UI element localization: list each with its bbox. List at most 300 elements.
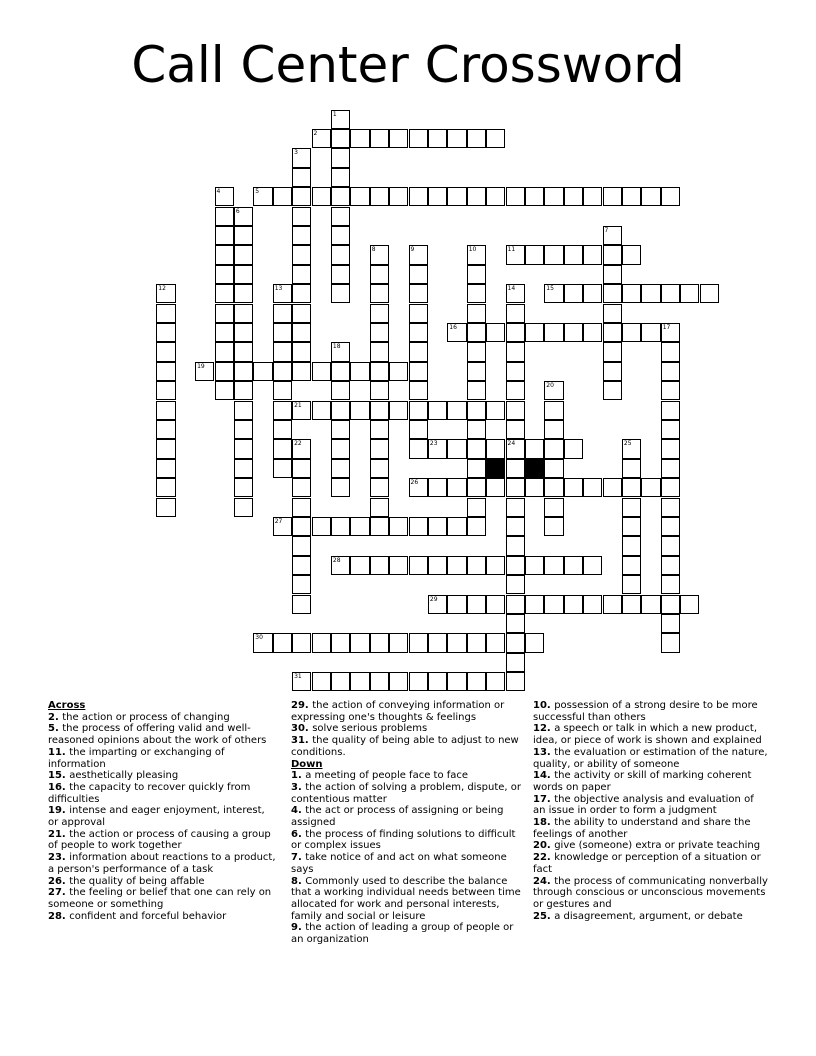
grid-cell[interactable] [506, 323, 525, 342]
grid-cell[interactable] [389, 187, 408, 206]
grid-cell[interactable] [428, 595, 447, 614]
grid-cell[interactable] [544, 245, 563, 264]
grid-cell[interactable] [506, 187, 525, 206]
grid-cell[interactable] [506, 284, 525, 303]
grid-cell[interactable] [467, 459, 486, 478]
grid-cell[interactable] [234, 459, 253, 478]
grid-cell[interactable] [292, 207, 311, 226]
grid-cell[interactable] [622, 439, 641, 458]
grid-cell[interactable] [156, 381, 175, 400]
grid-cell[interactable] [292, 633, 311, 652]
grid-cell[interactable] [370, 284, 389, 303]
grid-cell[interactable] [389, 401, 408, 420]
grid-cell[interactable] [331, 187, 350, 206]
grid-cell[interactable] [331, 148, 350, 167]
grid-cell[interactable] [409, 342, 428, 361]
grid-cell[interactable] [447, 595, 466, 614]
grid-cell[interactable] [331, 284, 350, 303]
grid-cell[interactable] [215, 304, 234, 323]
grid-cell[interactable] [409, 284, 428, 303]
grid-cell[interactable] [370, 498, 389, 517]
grid-cell[interactable] [350, 672, 369, 691]
grid-cell[interactable] [215, 381, 234, 400]
grid-cell[interactable] [370, 672, 389, 691]
grid-cell[interactable] [661, 187, 680, 206]
grid-cell[interactable] [506, 342, 525, 361]
grid-cell[interactable] [292, 168, 311, 187]
grid-cell[interactable] [603, 323, 622, 342]
grid-cell[interactable] [506, 420, 525, 439]
grid-cell[interactable] [506, 575, 525, 594]
grid-cell[interactable] [156, 342, 175, 361]
grid-cell[interactable] [467, 478, 486, 497]
grid-cell[interactable] [292, 284, 311, 303]
grid-cell[interactable] [234, 381, 253, 400]
grid-cell[interactable] [234, 498, 253, 517]
grid-cell[interactable] [506, 245, 525, 264]
grid-cell[interactable] [603, 595, 622, 614]
grid-cell[interactable] [564, 245, 583, 264]
grid-cell[interactable] [156, 323, 175, 342]
grid-cell[interactable] [603, 265, 622, 284]
grid-cell[interactable] [312, 129, 331, 148]
grid-cell[interactable] [312, 672, 331, 691]
grid-cell[interactable] [544, 284, 563, 303]
grid-cell[interactable] [603, 245, 622, 264]
grid-cell[interactable] [428, 187, 447, 206]
grid-cell[interactable] [409, 633, 428, 652]
grid-cell[interactable] [428, 517, 447, 536]
grid-cell[interactable] [234, 478, 253, 497]
grid-cell[interactable] [467, 633, 486, 652]
grid-cell[interactable] [312, 401, 331, 420]
grid-cell[interactable] [273, 381, 292, 400]
grid-cell[interactable] [234, 265, 253, 284]
grid-cell[interactable] [506, 595, 525, 614]
grid-cell[interactable] [292, 148, 311, 167]
grid-cell[interactable] [506, 478, 525, 497]
grid-cell[interactable] [544, 478, 563, 497]
grid-cell[interactable] [331, 110, 350, 129]
grid-cell[interactable] [603, 284, 622, 303]
grid-cell[interactable] [292, 362, 311, 381]
grid-cell[interactable] [331, 168, 350, 187]
grid-cell[interactable] [428, 478, 447, 497]
grid-cell[interactable] [370, 401, 389, 420]
grid-cell[interactable] [409, 381, 428, 400]
grid-cell[interactable] [506, 401, 525, 420]
grid-cell[interactable] [292, 517, 311, 536]
grid-cell[interactable] [447, 517, 466, 536]
grid-cell[interactable] [583, 556, 602, 575]
grid-cell[interactable] [506, 439, 525, 458]
grid-cell[interactable] [370, 362, 389, 381]
grid-cell[interactable] [583, 595, 602, 614]
grid-cell[interactable] [331, 226, 350, 245]
grid-cell[interactable] [215, 265, 234, 284]
grid-cell[interactable] [544, 595, 563, 614]
grid-cell[interactable] [603, 362, 622, 381]
grid-cell[interactable] [331, 129, 350, 148]
grid-cell[interactable] [544, 323, 563, 342]
grid-cell[interactable] [467, 342, 486, 361]
grid-cell[interactable] [564, 556, 583, 575]
grid-cell[interactable] [467, 595, 486, 614]
grid-cell[interactable] [486, 401, 505, 420]
grid-cell[interactable] [544, 556, 563, 575]
grid-cell[interactable] [389, 517, 408, 536]
grid-cell[interactable] [622, 284, 641, 303]
grid-cell[interactable] [350, 187, 369, 206]
grid-cell[interactable] [564, 284, 583, 303]
grid-cell[interactable] [447, 187, 466, 206]
grid-cell[interactable] [447, 672, 466, 691]
grid-cell[interactable] [506, 556, 525, 575]
grid-cell[interactable] [525, 439, 544, 458]
grid-cell[interactable] [603, 187, 622, 206]
grid-cell[interactable] [661, 420, 680, 439]
grid-cell[interactable] [506, 614, 525, 633]
grid-cell[interactable] [292, 323, 311, 342]
grid-cell[interactable] [253, 633, 272, 652]
grid-cell[interactable] [370, 245, 389, 264]
grid-cell[interactable] [525, 245, 544, 264]
grid-cell[interactable] [564, 439, 583, 458]
grid-cell[interactable] [583, 478, 602, 497]
grid-cell[interactable] [506, 381, 525, 400]
grid-cell[interactable] [428, 556, 447, 575]
grid-cell[interactable] [661, 478, 680, 497]
grid-cell[interactable] [506, 362, 525, 381]
grid-cell[interactable] [370, 478, 389, 497]
grid-cell[interactable] [467, 245, 486, 264]
grid-cell[interactable] [195, 362, 214, 381]
grid-cell[interactable] [253, 362, 272, 381]
grid-cell[interactable] [467, 401, 486, 420]
grid-cell[interactable] [273, 633, 292, 652]
grid-cell[interactable] [331, 401, 350, 420]
grid-cell[interactable] [544, 498, 563, 517]
grid-cell[interactable] [661, 284, 680, 303]
grid-cell[interactable] [467, 284, 486, 303]
grid-cell[interactable] [467, 129, 486, 148]
grid-cell[interactable] [292, 536, 311, 555]
grid-cell[interactable] [370, 633, 389, 652]
grid-cell[interactable] [292, 478, 311, 497]
grid-cell[interactable] [583, 323, 602, 342]
grid-cell[interactable] [409, 401, 428, 420]
grid-cell[interactable] [467, 517, 486, 536]
grid-cell[interactable] [661, 517, 680, 536]
grid-cell[interactable] [292, 226, 311, 245]
grid-cell[interactable] [467, 187, 486, 206]
grid-cell[interactable] [331, 556, 350, 575]
grid-cell[interactable] [350, 556, 369, 575]
grid-cell[interactable] [409, 478, 428, 497]
grid-cell[interactable] [603, 381, 622, 400]
grid-cell[interactable] [350, 401, 369, 420]
grid-cell[interactable] [215, 284, 234, 303]
grid-cell[interactable] [661, 595, 680, 614]
grid-cell[interactable] [583, 187, 602, 206]
grid-cell[interactable] [680, 595, 699, 614]
grid-cell[interactable] [234, 304, 253, 323]
grid-cell[interactable] [234, 226, 253, 245]
grid-cell[interactable] [467, 498, 486, 517]
grid-cell[interactable] [603, 342, 622, 361]
grid-cell[interactable] [564, 187, 583, 206]
grid-cell[interactable] [447, 323, 466, 342]
grid-cell[interactable] [370, 459, 389, 478]
grid-cell[interactable] [409, 672, 428, 691]
grid-cell[interactable] [467, 304, 486, 323]
grid-cell[interactable] [506, 672, 525, 691]
grid-cell[interactable] [273, 459, 292, 478]
grid-cell[interactable] [525, 478, 544, 497]
grid-cell[interactable] [506, 304, 525, 323]
grid-cell[interactable] [215, 323, 234, 342]
grid-cell[interactable] [622, 575, 641, 594]
grid-cell[interactable] [156, 420, 175, 439]
grid-cell[interactable] [661, 401, 680, 420]
grid-cell[interactable] [215, 187, 234, 206]
grid-cell[interactable] [486, 595, 505, 614]
grid-cell[interactable] [331, 517, 350, 536]
grid-cell[interactable] [661, 459, 680, 478]
grid-cell[interactable] [370, 304, 389, 323]
grid-cell[interactable] [273, 362, 292, 381]
grid-cell[interactable] [215, 207, 234, 226]
grid-cell[interactable] [234, 401, 253, 420]
grid-cell[interactable] [409, 362, 428, 381]
grid-cell[interactable] [273, 517, 292, 536]
grid-cell[interactable] [641, 187, 660, 206]
grid-cell[interactable] [544, 439, 563, 458]
grid-cell[interactable] [292, 459, 311, 478]
grid-cell[interactable] [234, 362, 253, 381]
grid-cell[interactable] [389, 633, 408, 652]
grid-cell[interactable] [603, 478, 622, 497]
grid-cell[interactable] [370, 517, 389, 536]
grid-cell[interactable] [292, 595, 311, 614]
grid-cell[interactable] [389, 129, 408, 148]
grid-cell[interactable] [215, 226, 234, 245]
grid-cell[interactable] [273, 284, 292, 303]
grid-cell[interactable] [506, 498, 525, 517]
grid-cell[interactable] [370, 439, 389, 458]
grid-cell[interactable] [370, 323, 389, 342]
grid-cell[interactable] [447, 478, 466, 497]
grid-cell[interactable] [156, 304, 175, 323]
grid-cell[interactable] [331, 459, 350, 478]
grid-cell[interactable] [292, 672, 311, 691]
grid-cell[interactable] [215, 245, 234, 264]
grid-cell[interactable] [234, 245, 253, 264]
grid-cell[interactable] [428, 401, 447, 420]
grid-cell[interactable] [506, 517, 525, 536]
grid-cell[interactable] [525, 633, 544, 652]
grid-cell[interactable] [370, 381, 389, 400]
grid-cell[interactable] [544, 420, 563, 439]
grid-cell[interactable] [215, 342, 234, 361]
grid-cell[interactable] [486, 439, 505, 458]
grid-cell[interactable] [525, 595, 544, 614]
grid-cell[interactable] [622, 517, 641, 536]
grid-cell[interactable] [622, 459, 641, 478]
grid-cell[interactable] [234, 284, 253, 303]
grid-cell[interactable] [661, 575, 680, 594]
grid-cell[interactable] [292, 265, 311, 284]
grid-cell[interactable] [350, 362, 369, 381]
grid-cell[interactable] [486, 672, 505, 691]
grid-cell[interactable] [622, 478, 641, 497]
grid-cell[interactable] [622, 498, 641, 517]
grid-cell[interactable] [234, 207, 253, 226]
grid-cell[interactable] [350, 633, 369, 652]
grid-cell[interactable] [292, 401, 311, 420]
grid-cell[interactable] [370, 129, 389, 148]
grid-cell[interactable] [331, 439, 350, 458]
grid-cell[interactable] [273, 323, 292, 342]
grid-cell[interactable] [234, 342, 253, 361]
grid-cell[interactable] [641, 284, 660, 303]
grid-cell[interactable] [331, 420, 350, 439]
grid-cell[interactable] [700, 284, 719, 303]
grid-cell[interactable] [331, 381, 350, 400]
grid-cell[interactable] [370, 420, 389, 439]
grid-cell[interactable] [156, 498, 175, 517]
grid-cell[interactable] [661, 556, 680, 575]
grid-cell[interactable] [661, 633, 680, 652]
grid-cell[interactable] [486, 323, 505, 342]
grid-cell[interactable] [370, 187, 389, 206]
grid-cell[interactable] [544, 381, 563, 400]
grid-cell[interactable] [486, 187, 505, 206]
grid-cell[interactable] [467, 439, 486, 458]
grid-cell[interactable] [331, 265, 350, 284]
grid-cell[interactable] [273, 304, 292, 323]
grid-cell[interactable] [331, 633, 350, 652]
grid-cell[interactable] [641, 323, 660, 342]
grid-cell[interactable] [370, 342, 389, 361]
grid-cell[interactable] [544, 401, 563, 420]
grid-cell[interactable] [661, 381, 680, 400]
grid-cell[interactable] [292, 304, 311, 323]
grid-cell[interactable] [292, 439, 311, 458]
grid-cell[interactable] [583, 245, 602, 264]
grid-cell[interactable] [156, 284, 175, 303]
grid-cell[interactable] [409, 420, 428, 439]
grid-cell[interactable] [331, 362, 350, 381]
grid-cell[interactable] [273, 401, 292, 420]
grid-cell[interactable] [428, 439, 447, 458]
grid-cell[interactable] [409, 517, 428, 536]
grid-cell[interactable] [215, 362, 234, 381]
grid-cell[interactable] [467, 420, 486, 439]
grid-cell[interactable] [447, 401, 466, 420]
grid-cell[interactable] [661, 439, 680, 458]
grid-cell[interactable] [331, 672, 350, 691]
grid-cell[interactable] [156, 459, 175, 478]
grid-cell[interactable] [467, 362, 486, 381]
grid-cell[interactable] [447, 633, 466, 652]
grid-cell[interactable] [603, 304, 622, 323]
grid-cell[interactable] [486, 478, 505, 497]
grid-cell[interactable] [428, 129, 447, 148]
grid-cell[interactable] [506, 459, 525, 478]
grid-cell[interactable] [409, 556, 428, 575]
grid-cell[interactable] [661, 342, 680, 361]
grid-cell[interactable] [622, 187, 641, 206]
grid-cell[interactable] [564, 478, 583, 497]
grid-cell[interactable] [583, 284, 602, 303]
grid-cell[interactable] [156, 362, 175, 381]
grid-cell[interactable] [273, 187, 292, 206]
grid-cell[interactable] [661, 498, 680, 517]
grid-cell[interactable] [622, 323, 641, 342]
grid-cell[interactable] [292, 245, 311, 264]
grid-cell[interactable] [467, 381, 486, 400]
grid-cell[interactable] [409, 129, 428, 148]
grid-cell[interactable] [622, 595, 641, 614]
grid-cell[interactable] [661, 536, 680, 555]
grid-cell[interactable] [603, 226, 622, 245]
grid-cell[interactable] [506, 653, 525, 672]
grid-cell[interactable] [409, 304, 428, 323]
grid-cell[interactable] [292, 575, 311, 594]
grid-cell[interactable] [156, 401, 175, 420]
grid-cell[interactable] [312, 187, 331, 206]
grid-cell[interactable] [253, 187, 272, 206]
grid-cell[interactable] [564, 323, 583, 342]
grid-cell[interactable] [467, 323, 486, 342]
grid-cell[interactable] [350, 129, 369, 148]
grid-cell[interactable] [292, 498, 311, 517]
grid-cell[interactable] [312, 633, 331, 652]
grid-cell[interactable] [661, 614, 680, 633]
grid-cell[interactable] [292, 556, 311, 575]
grid-cell[interactable] [409, 265, 428, 284]
grid-cell[interactable] [641, 478, 660, 497]
grid-cell[interactable] [331, 245, 350, 264]
grid-cell[interactable] [544, 517, 563, 536]
grid-cell[interactable] [680, 284, 699, 303]
grid-cell[interactable] [331, 478, 350, 497]
grid-cell[interactable] [312, 517, 331, 536]
grid-cell[interactable] [292, 187, 311, 206]
grid-cell[interactable] [467, 672, 486, 691]
grid-cell[interactable] [370, 556, 389, 575]
grid-cell[interactable] [486, 633, 505, 652]
grid-cell[interactable] [525, 323, 544, 342]
grid-cell[interactable] [273, 439, 292, 458]
grid-cell[interactable] [409, 323, 428, 342]
grid-cell[interactable] [525, 556, 544, 575]
grid-cell[interactable] [273, 420, 292, 439]
grid-cell[interactable] [156, 439, 175, 458]
grid-cell[interactable] [234, 439, 253, 458]
grid-cell[interactable] [447, 439, 466, 458]
grid-cell[interactable] [544, 187, 563, 206]
grid-cell[interactable] [389, 672, 408, 691]
grid-cell[interactable] [661, 362, 680, 381]
grid-cell[interactable] [350, 517, 369, 536]
grid-cell[interactable] [370, 265, 389, 284]
grid-cell[interactable] [156, 478, 175, 497]
grid-cell[interactable] [389, 556, 408, 575]
grid-cell[interactable] [564, 595, 583, 614]
grid-cell[interactable] [486, 129, 505, 148]
